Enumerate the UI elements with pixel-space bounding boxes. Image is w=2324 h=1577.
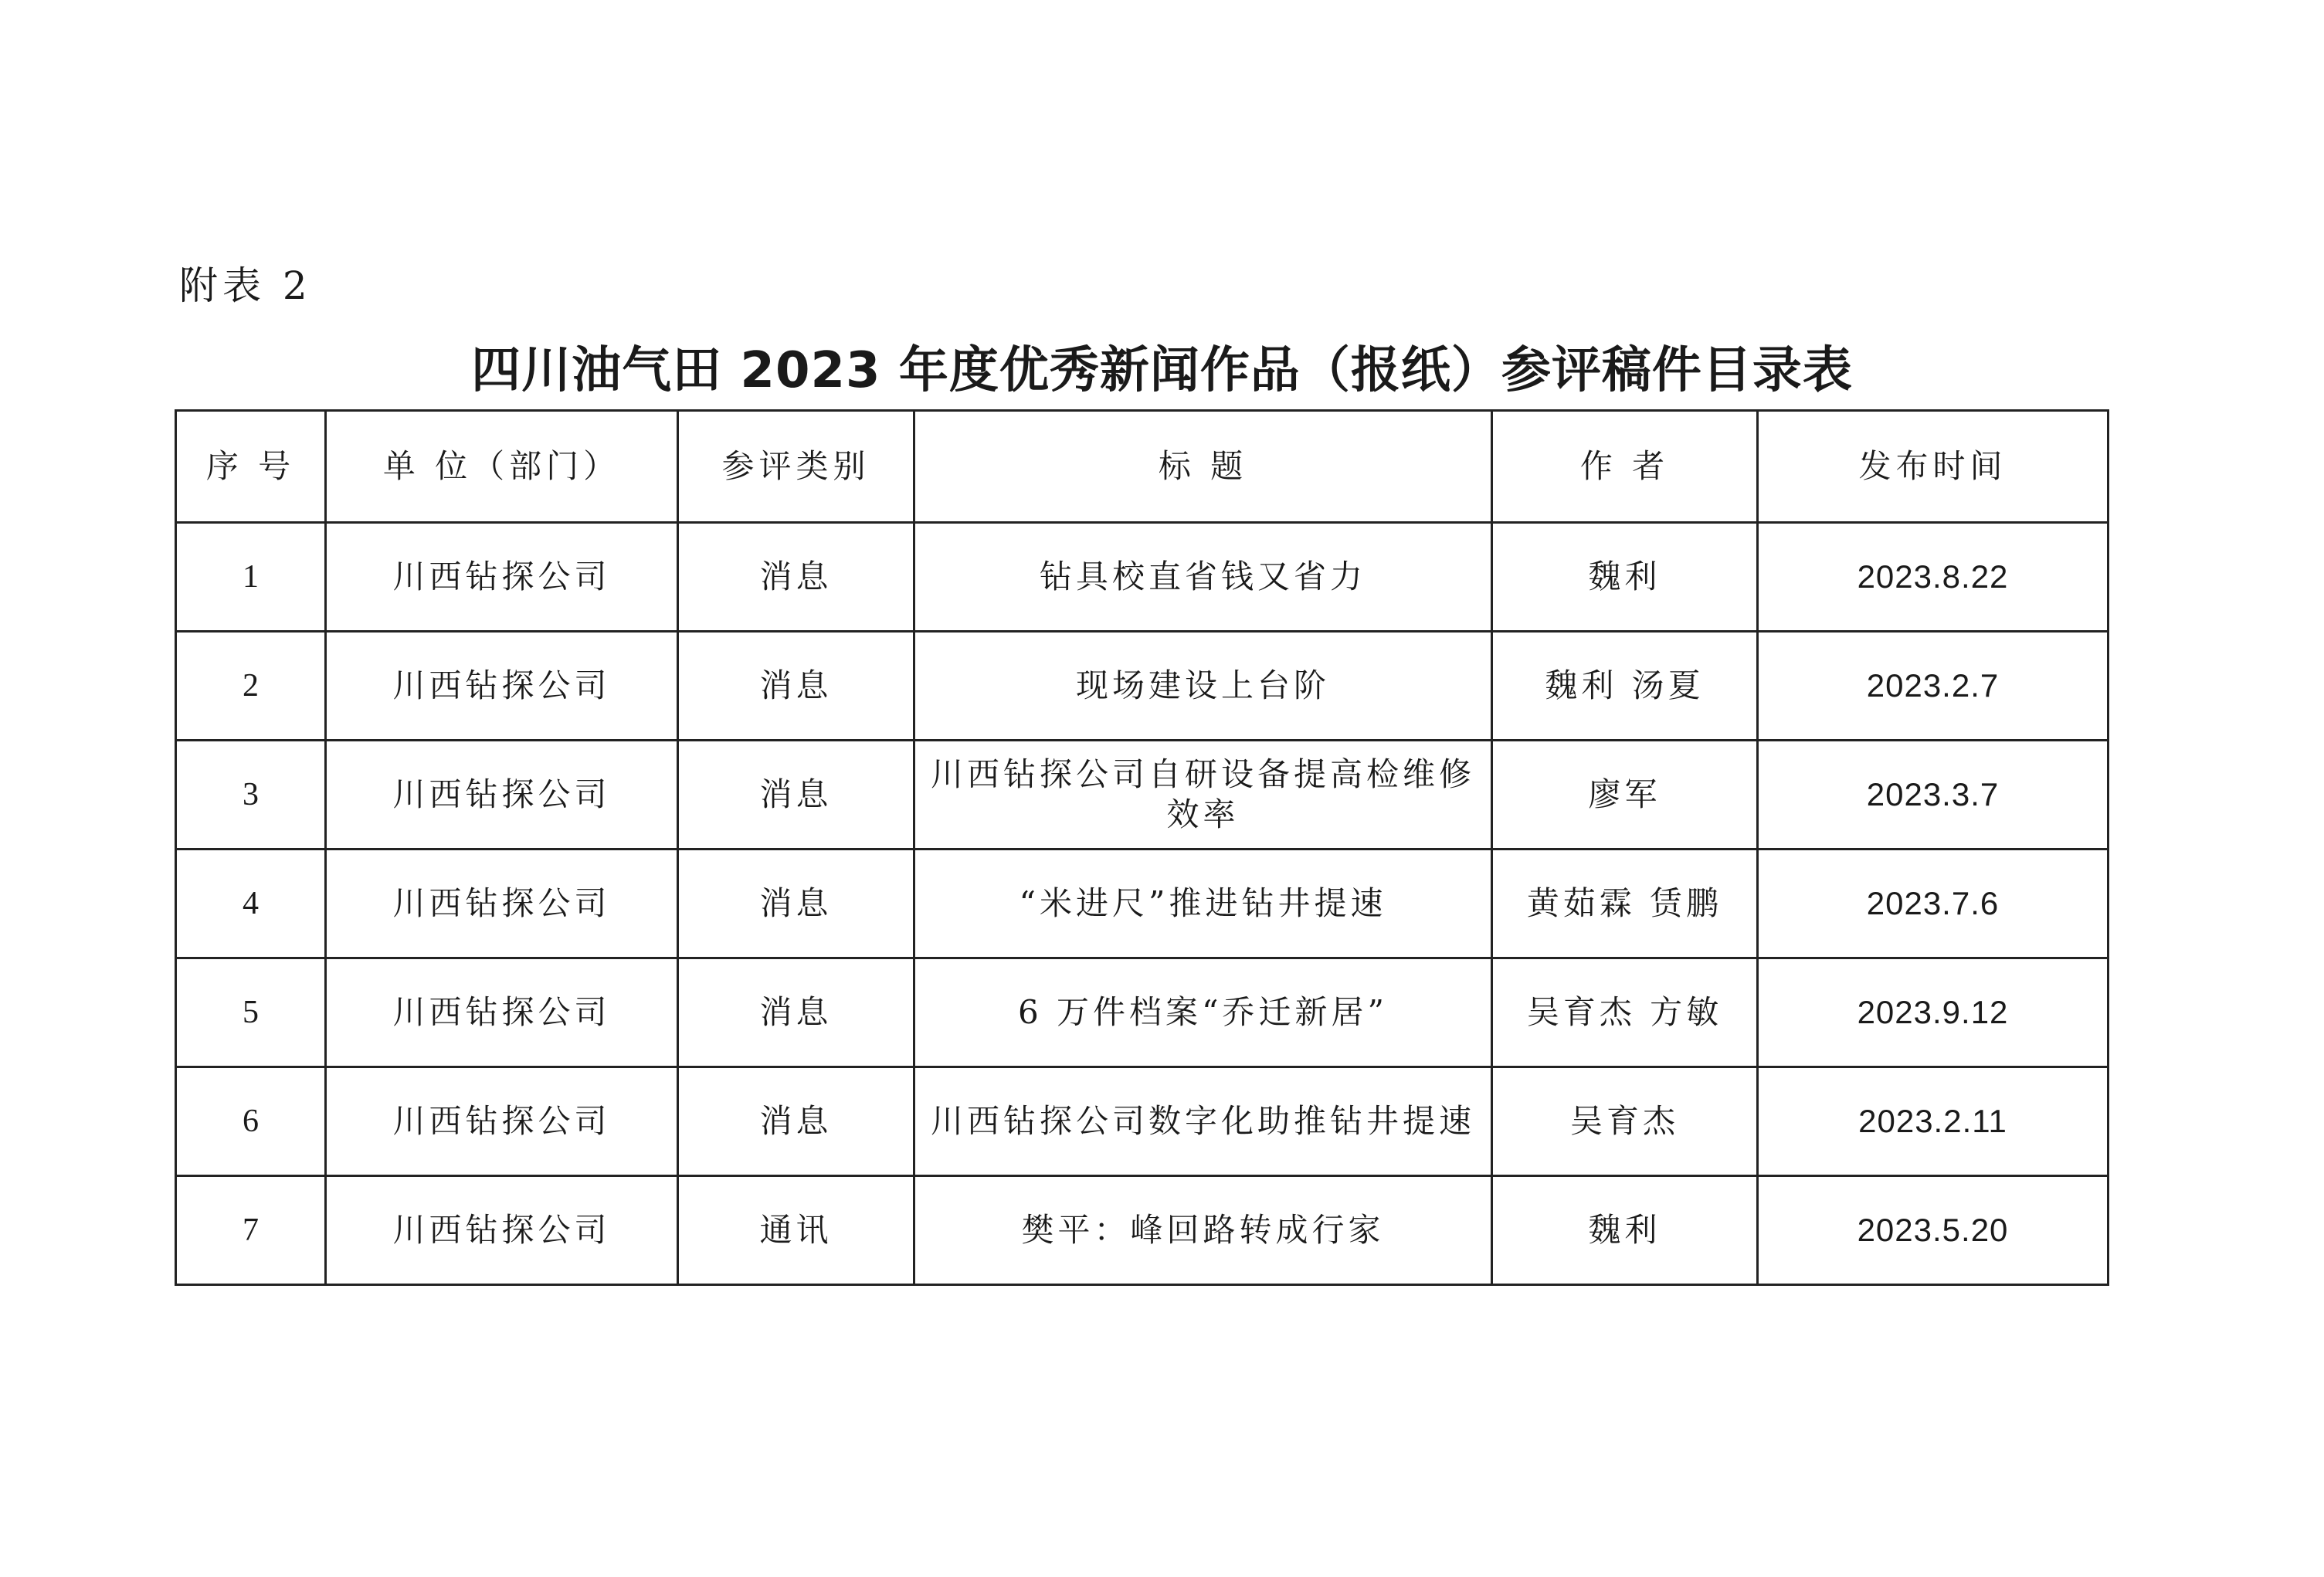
cell-category: 消息 xyxy=(678,523,914,632)
cell-index: 7 xyxy=(176,1176,326,1285)
cell-unit: 川西钻探公司 xyxy=(326,1176,678,1285)
cell-date: 2023.9.12 xyxy=(1758,958,2109,1067)
attachment-label: 附表 2 xyxy=(179,263,312,308)
cell-index: 5 xyxy=(176,958,326,1067)
cell-headline: 6 万件档案“乔迁新居” xyxy=(914,958,1492,1067)
table-row xyxy=(176,1176,2109,1285)
table-row xyxy=(176,958,2109,1067)
header-author: 作 者 xyxy=(1492,411,1758,523)
cell-author: 黄茹霖 赁鹏 xyxy=(1492,850,1758,958)
cell-author: 廖军 xyxy=(1492,741,1758,850)
cell-category: 消息 xyxy=(678,1067,914,1176)
cell-index: 4 xyxy=(176,850,326,958)
table-row xyxy=(176,523,2109,632)
cell-headline: 川西钻探公司数字化助推钻井提速 xyxy=(914,1067,1492,1176)
header-unit: 单 位（部门） xyxy=(326,411,678,523)
cell-index: 2 xyxy=(176,632,326,741)
cell-date: 2023.5.20 xyxy=(1758,1176,2109,1285)
header-headline: 标 题 xyxy=(914,411,1492,523)
table-row xyxy=(176,741,2109,850)
cell-headline: 钻具校直省钱又省力 xyxy=(914,523,1492,632)
cell-date: 2023.3.7 xyxy=(1758,741,2109,850)
cell-headline: “米进尺”推进钻井提速 xyxy=(914,850,1492,958)
cell-date: 2023.8.22 xyxy=(1758,523,2109,632)
cell-date: 2023.2.11 xyxy=(1758,1067,2109,1176)
header-index: 序 号 xyxy=(176,411,326,523)
document-title: 四川油气田 2023 年度优秀新闻作品（报纸）参评稿件目录表 xyxy=(471,342,1853,399)
header-category: 参评类别 xyxy=(678,411,914,523)
header-date: 发布时间 xyxy=(1758,411,2109,523)
cell-headline: 樊平：峰回路转成行家 xyxy=(914,1176,1492,1285)
cell-unit: 川西钻探公司 xyxy=(326,741,678,850)
cell-author: 吴育杰 xyxy=(1492,1067,1758,1176)
cell-unit: 川西钻探公司 xyxy=(326,958,678,1067)
cell-category: 消息 xyxy=(678,741,914,850)
table-row xyxy=(176,632,2109,741)
table-row xyxy=(176,1067,2109,1176)
cell-category: 消息 xyxy=(678,850,914,958)
cell-date: 2023.2.7 xyxy=(1758,632,2109,741)
cell-headline: 川西钻探公司自研设备提高检维修效率 xyxy=(914,741,1492,850)
cell-unit: 川西钻探公司 xyxy=(326,850,678,958)
submission-catalog-table xyxy=(175,409,2109,1286)
cell-author: 魏利 汤夏 xyxy=(1492,632,1758,741)
cell-index: 3 xyxy=(176,741,326,850)
cell-author: 魏利 xyxy=(1492,523,1758,632)
cell-index: 1 xyxy=(176,523,326,632)
cell-author: 魏利 xyxy=(1492,1176,1758,1285)
cell-unit: 川西钻探公司 xyxy=(326,1067,678,1176)
table-header-row xyxy=(176,411,2109,523)
cell-date: 2023.7.6 xyxy=(1758,850,2109,958)
cell-category: 消息 xyxy=(678,958,914,1067)
cell-unit: 川西钻探公司 xyxy=(326,523,678,632)
cell-category: 消息 xyxy=(678,632,914,741)
cell-unit: 川西钻探公司 xyxy=(326,632,678,741)
cell-headline: 现场建设上台阶 xyxy=(914,632,1492,741)
cell-index: 6 xyxy=(176,1067,326,1176)
table-row xyxy=(176,850,2109,958)
cell-category: 通讯 xyxy=(678,1176,914,1285)
cell-author: 吴育杰 方敏 xyxy=(1492,958,1758,1067)
